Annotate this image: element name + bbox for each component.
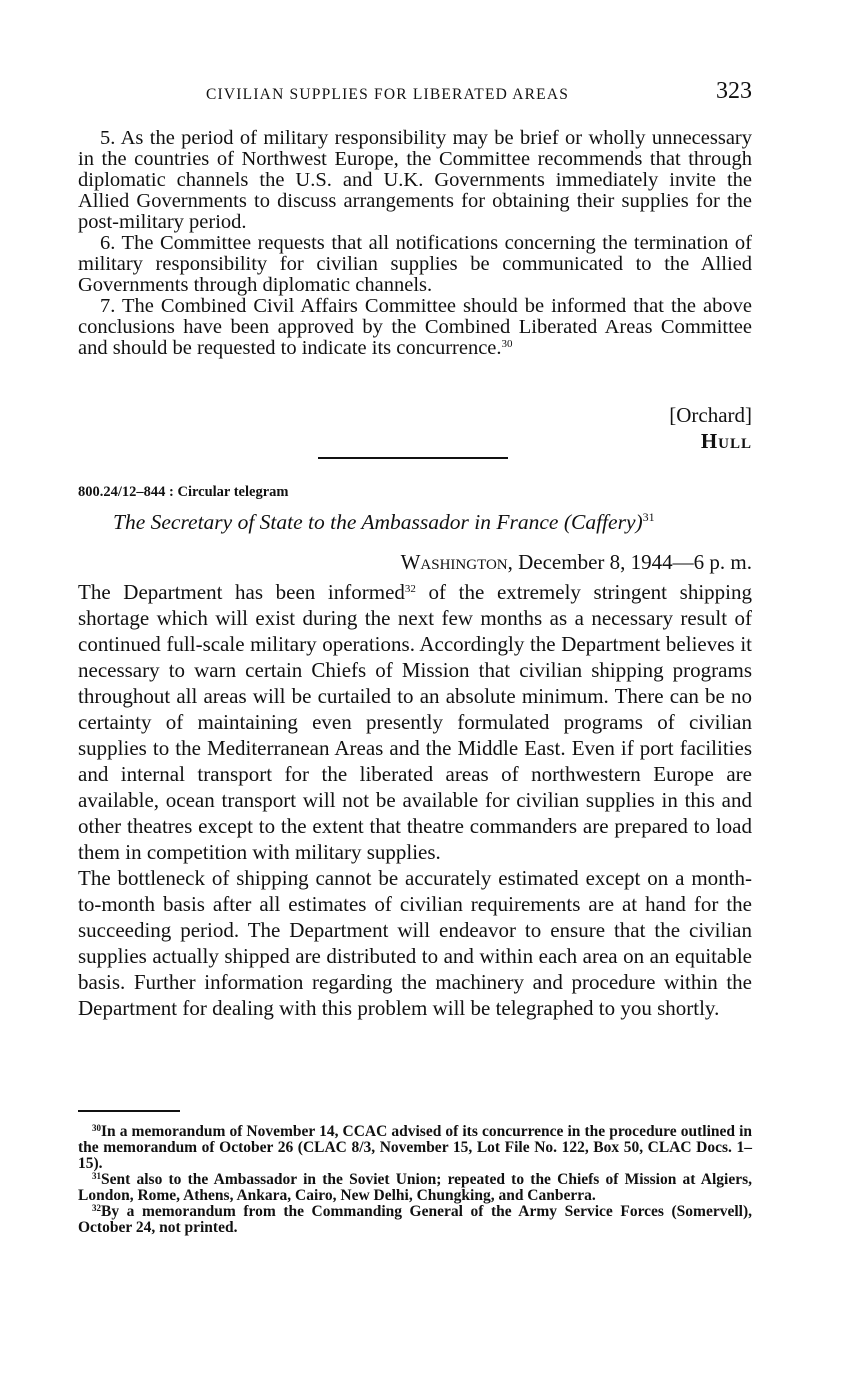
dateline <box>401 550 752 575</box>
section-divider <box>318 457 508 459</box>
document-title: The Secretary of State to the Ambassador in France (Caffery)$^{31}$ <box>113 510 655 535</box>
footnote-31: $^{31}$Sent also to the Ambassador in the Soviet Union; repeated to the Chiefs of Mission at Algiers, London, Rome, Athens, Ankara, Cairo, New Delhi, Chungking, and Canberra. <box>78 1171 752 1204</box>
footnote-30: $^{30}$In a memorandum of November 14, CCAC advised of its concurrence in the procedure outlined in the memorandum of October 26 (CLAC 8/3, November 15, Lot File No. 122, Box 50, CLAC Docs. 1–15). <box>78 1123 752 1172</box>
footnote-ref-30: 30 <box>501 338 513 350</box>
dateline-place: Washington <box>400 550 508 574</box>
signature-name: Hull <box>700 429 752 453</box>
telegram-body <box>78 579 752 1021</box>
body-paragraph-2: The bottleneck of shipping cannot be accurately estimated except on a month-to-month basis after all estimates of civilian requirements are at hand for the succeeding period. The Department will endeavor to ensure that the civilian supplies actually shipped are distributed to and within each area on an equitable basis. Further information regarding the machinery and procedure within the Department for dealing with this problem will be telegraphed to you shortly. <box>78 866 752 1020</box>
page-header <box>78 78 752 114</box>
footnote-ref-31: 31 <box>642 510 655 524</box>
dateline-date: , December 8, 1944—6 p. m. <box>507 550 752 574</box>
running-head: CIVILIAN SUPPLIES FOR LIBERATED AREAS <box>206 86 570 103</box>
body-paragraph-1: The Department has been informed$^{32}$ of the extremely stringent shipping shortage which will exist during the next few months as a necessary result of continued full-scale military operations. Accordingly the Department believes it necessary to warn certain Chiefs of Mission that civilian shipping programs throughout all areas will be curtailed to an absolute minimum. There can be no certainty of maintaining even presently formulated programs of civilian supplies to the Mediterranean Areas and the Middle East. Even if port facilities and internal transport for the liberated areas of northwestern Europe are available, ocean transport will not be available for civilian supplies in this and other theatres except to the extent that theatre commanders are prepared to load them in competition with military supplies. <box>78 580 752 864</box>
paragraph-5: 5. As the period of military responsibility may be brief or wholly unnecessary in the countries of Northwest Europe, the Committee recommends that through diplomatic channels the U.S. and U.K. Governments immediately invite the Allied Governments to discuss arrangements for obtaining their supplies for the post-military period. <box>78 127 752 233</box>
footnote-ref-32: 32 <box>404 583 416 595</box>
paragraph-6: 6. The Committee requests that all notifications concerning the termination of military responsibility for civilian supplies be communicated to the Allied Governments through diplomatic channels. <box>78 232 752 296</box>
footnote-divider <box>78 1110 180 1112</box>
numbered-paragraphs <box>78 128 752 359</box>
paragraph-7: 7. The Combined Civil Affairs Committee should be informed that the above conclusions have been approved by the Combined Liberated Areas Committee and should be requested to indicate its concurrence.$^{30}$ <box>78 295 752 359</box>
footnotes <box>78 1124 752 1236</box>
file-reference: 800.24/12–844 : Circular telegram <box>78 484 289 500</box>
signature-bracketed-name: [Orchard] <box>669 403 752 427</box>
footnote-32: $^{32}$By a memorandum from the Commanding General of the Army Service Forces (Somervell), October 24, not printed. <box>78 1203 752 1236</box>
signature-block <box>669 402 752 454</box>
page-number: 323 <box>716 78 752 104</box>
